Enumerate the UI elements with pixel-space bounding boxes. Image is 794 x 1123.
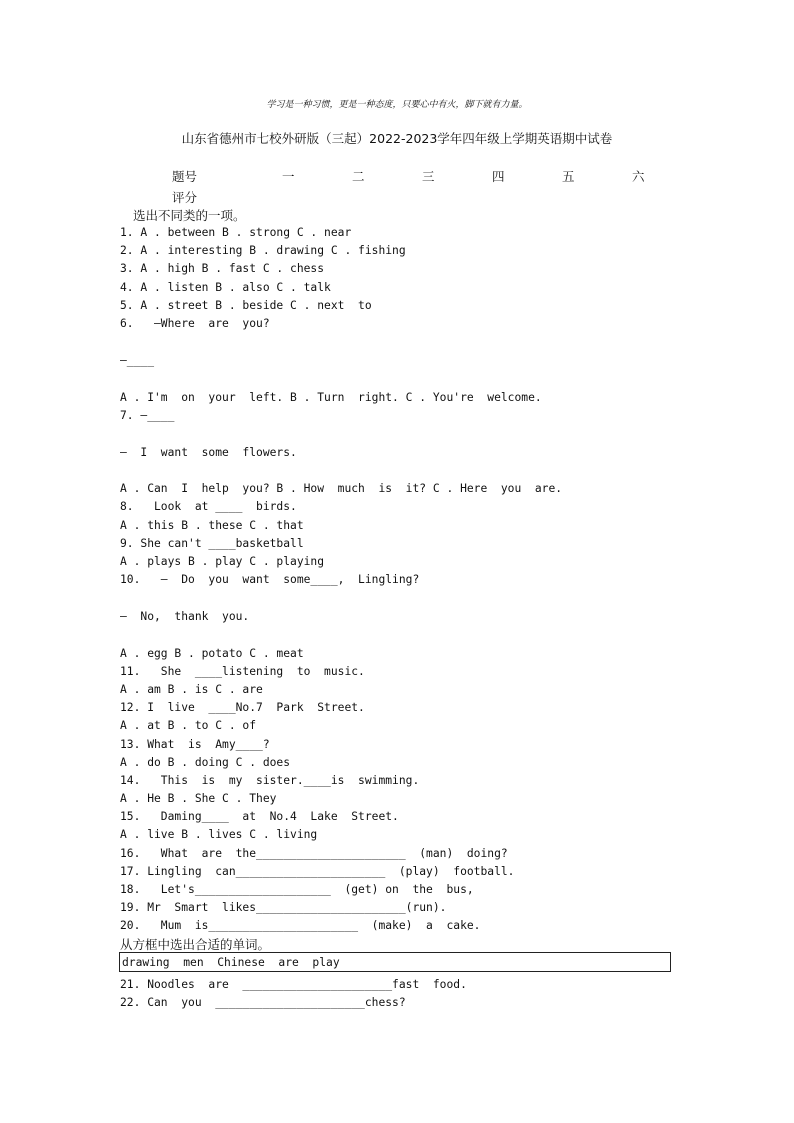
score-col-6: 六 bbox=[632, 169, 645, 184]
question-line: 3. A . high B . fast C . chess bbox=[120, 262, 325, 275]
question-line: — I want some flowers. bbox=[120, 446, 297, 459]
question-line: 6. —Where are you? bbox=[120, 317, 270, 330]
question-line: 12. I live ____No.7 Park Street. bbox=[120, 701, 365, 714]
question-line: 21. Noodles are ______________________fast food. bbox=[120, 978, 467, 991]
question-line: A . at B . to C . of bbox=[120, 719, 257, 732]
question-line: A . do B . doing C . does bbox=[120, 756, 291, 769]
question-line: 16. What are the______________________ (man) doing? bbox=[120, 847, 508, 860]
question-line: — No, thank you. bbox=[120, 610, 250, 623]
question-line: A . am B . is C . are bbox=[120, 683, 263, 696]
question-line: 2. A . interesting B . drawing C . fishing bbox=[120, 244, 406, 257]
question-line: 19. Mr Smart likes______________________(run). bbox=[120, 901, 447, 914]
header-motto: 学习是一种习惯，更是一种态度，只要心中有火，脚下就有力量。 bbox=[266, 100, 528, 110]
question-line: 11. She ____listening to music. bbox=[120, 665, 365, 678]
question-line: 7. —____ bbox=[120, 409, 175, 422]
question-line: 10. — Do you want some____, Lingling? bbox=[120, 573, 420, 586]
word-bank-box: drawing men Chinese are play bbox=[119, 952, 671, 972]
question-line: A . I'm on your left. B . Turn right. C . You're welcome. bbox=[120, 391, 542, 404]
question-line: 9. She can't ____basketball bbox=[120, 537, 304, 550]
score-table-label: 题号 bbox=[172, 169, 198, 184]
question-line: —____ bbox=[120, 354, 155, 367]
question-line: A . this B . these C . that bbox=[120, 519, 304, 532]
question-line: 15. Daming____ at No.4 Lake Street. bbox=[120, 810, 399, 823]
section-heading-2: 从方框中选出合适的单词。 bbox=[120, 937, 271, 952]
question-line: 5. A . street B . beside C . next to bbox=[120, 299, 372, 312]
question-line: 4. A . listen B . also C . talk bbox=[120, 281, 331, 294]
question-line: 13. What is Amy____? bbox=[120, 738, 270, 751]
question-line: A . plays B . play C . playing bbox=[120, 555, 325, 568]
section-heading-1: 选出不同类的一项。 bbox=[133, 208, 246, 223]
question-line: 1. A . between B . strong C . near bbox=[120, 226, 352, 239]
score-col-2: 二 bbox=[352, 169, 365, 184]
score-col-3: 三 bbox=[422, 169, 435, 184]
question-line: A . egg B . potato C . meat bbox=[120, 647, 304, 660]
score-col-5: 五 bbox=[562, 169, 575, 184]
score-col-1: 一 bbox=[282, 169, 295, 184]
question-line: A . Can I help you? B . How much is it? C . Here you are. bbox=[120, 482, 563, 495]
score-col-4: 四 bbox=[492, 169, 505, 184]
question-line: 18. Let's____________________ (get) on the bus, bbox=[120, 883, 474, 896]
question-line: 17. Lingling can______________________ (play) football. bbox=[120, 865, 515, 878]
question-line: 22. Can you ______________________chess? bbox=[120, 996, 406, 1009]
question-line: 8. Look at ____ birds. bbox=[120, 500, 297, 513]
question-line: A . He B . She C . They bbox=[120, 792, 277, 805]
question-line: 20. Mum is______________________ (make) a cake. bbox=[120, 919, 481, 932]
score-table-label-2: 评分 bbox=[172, 190, 198, 205]
page-title: 山东省德州市七校外研版（三起）2022-2023学年四年级上学期英语期中试卷 bbox=[181, 131, 613, 146]
question-line: 14. This is my sister.____is swimming. bbox=[120, 774, 420, 787]
question-line: A . live B . lives C . living bbox=[120, 828, 318, 841]
